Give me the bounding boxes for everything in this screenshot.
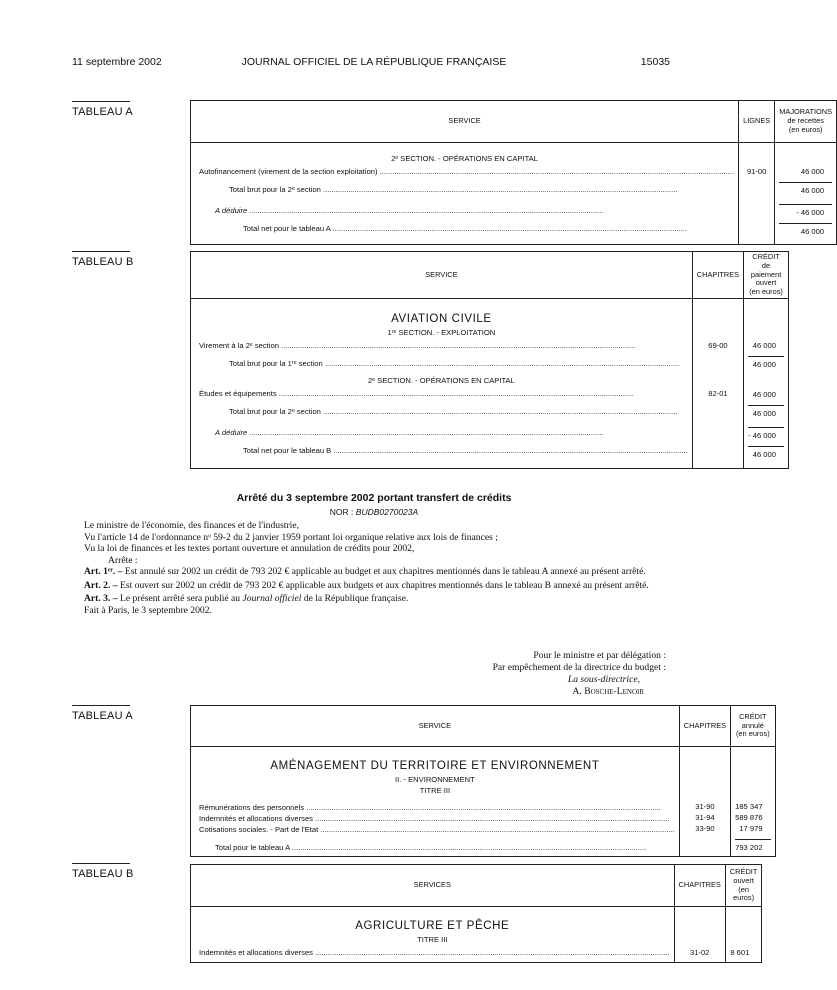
table1-line1-value: 46 000 — [800, 167, 825, 176]
table1-total-net-value: 46 000 — [779, 223, 832, 239]
table3-titre: TITRE III — [419, 786, 451, 795]
table2-deduire: A déduire ..... — [195, 425, 688, 440]
table2-label: TABLEAU B — [72, 256, 134, 268]
table1-deduire-value: - 46 000 — [779, 204, 832, 220]
table3 — [190, 705, 776, 857]
table2-total-net-value: 46 000 — [748, 446, 784, 462]
table3-col-chapitres: CHAPITRES — [679, 706, 730, 747]
table3-col-service: SERVICE — [191, 706, 680, 747]
table4-col-services: SERVICES — [191, 865, 675, 907]
table4 — [190, 864, 762, 963]
table3-row-2-code: 31-94 — [695, 813, 715, 822]
decree-p2: Vu l'article 14 de l'ordonnance nᵒ 59-2 du 2 janvier 1959 portant loi organique relative aux lois de finances ; — [84, 531, 498, 543]
table3-section: II. - ENVIRONNEMENT — [395, 775, 475, 784]
table1-col-lignes: LIGNES — [739, 101, 775, 143]
table4-ministry: AGRICULTURE ET PÊCHE — [355, 920, 510, 932]
table2-section1: 1ʳᵉ SECTION. - EXPLOITATION — [387, 328, 496, 337]
table2-col-chapitres: CHAPITRES — [692, 252, 743, 299]
table3-row-1-code: 31-90 — [695, 802, 715, 811]
table4-line1-value: 8 601 — [730, 948, 750, 957]
decree-arrete: Arrête : — [108, 554, 138, 566]
table2-total1-value: 46 000 — [748, 356, 784, 372]
header-page-number: 15035 — [640, 56, 670, 68]
table4-col-chapitres: CHAPITRES — [674, 865, 725, 907]
decree-p1: Le ministre de l'économie, des finances et de l'industrie, — [84, 520, 299, 531]
decree-article-3: Art. 3. – Le présent arrêté sera publié au Journal officiel de la République française. — [84, 593, 409, 604]
table2-total2-value: 46 000 — [748, 405, 784, 421]
table3-col-credit: CRÉDIT annulé (en euros) — [731, 706, 775, 747]
table3-row-3: Cotisations sociales. - Part de l'Etat ..... — [195, 824, 675, 835]
table2-deduire-value: - 46 000 — [748, 427, 784, 443]
table3-row-2: Indemnités et allocations diverses ..... — [195, 813, 675, 824]
table2-line2-code: 82-01 — [708, 389, 728, 398]
table2-line1-value: 46 000 — [752, 341, 776, 350]
table1-col-majorations: MAJORATIONS de recettes (en euros) — [775, 101, 837, 143]
table3-row-1-value: 185 347 — [735, 802, 763, 811]
table1-total-brut: Total brut pour la 2ᵉ section ..... — [195, 182, 734, 197]
table3-row-3-value: 17 979 — [739, 824, 763, 833]
table2-line1: Virement à la 2ᵉ section ..... — [195, 338, 688, 353]
table3-total: Total pour le tableau A ..... — [195, 840, 675, 855]
table1-deduire: A déduire ..... — [195, 203, 734, 218]
table1 — [190, 100, 837, 245]
table2-line2: Études et équipements ..... — [195, 386, 688, 401]
table2-col-credit: CRÉDIT de paiement ouvert (en euros) — [744, 252, 789, 299]
decree-signature: Pour le ministre et par délégation : Par empêchement de la directrice du budget : La sous-directrice, A. Bosche-Lenoir — [492, 650, 666, 697]
decree-title: Arrêté du 3 septembre 2002 portant transfert de crédits — [236, 492, 512, 504]
table2-total1: Total brut pour la 1ʳᵉ section ..... — [195, 356, 688, 371]
table2-total-net: Total net pour le tableau B ..... — [195, 443, 688, 458]
table1-total-brut-value: 46 000 — [779, 182, 832, 198]
header-journal-title: JOURNAL OFFICIEL DE LA RÉPUBLIQUE FRANÇAISE — [241, 56, 507, 68]
table3-total-value: 793 202 — [735, 839, 770, 855]
table1-col-service: SERVICE — [191, 101, 739, 143]
table1-line1: Autofinancement (virement de la section exploitation) ..... — [195, 164, 734, 179]
header-date: 11 septembre 2002 — [72, 56, 162, 68]
table3-row-3-code: 33-90 — [695, 824, 715, 833]
table2-ministry: AVIATION CIVILE — [391, 313, 492, 325]
decree-body — [84, 520, 668, 616]
table4-titre: TITRE III — [417, 935, 448, 944]
decree-article-1: Art. 1ᵉʳ. – Est annulé sur 2002 un crédit de 793 202 € applicable au budget et aux chapitres mentionnés dans le tableau A annexé au présent arrêté. — [84, 566, 646, 577]
table1-label: TABLEAU A — [72, 106, 133, 118]
decree-nor: NOR : BUDB0270023A — [329, 507, 419, 517]
table1-section: 2ᵉ SECTION. - OPÉRATIONS EN CAPITAL — [391, 154, 538, 163]
table2-line2-value: 46 000 — [752, 390, 776, 399]
decree-p3: Vu la loi de finances et les textes portant ouverture et annulation de crédits pour 2002, — [84, 543, 415, 554]
table4-label: TABLEAU B — [72, 868, 134, 880]
table2-section2: 2ᵉ SECTION. - OPÉRATIONS EN CAPITAL — [367, 376, 515, 385]
decree-article-2: Art. 2. – Est ouvert sur 2002 un crédit de 793 202 € applicable aux budgets et aux chapitres mentionnés dans le tableau B annexé au présent arrêté. — [84, 579, 649, 591]
table1-total-net: Total net pour le tableau A ..... — [195, 221, 734, 236]
table3-row-2-value: 589 876 — [735, 813, 763, 822]
table2-col-service: SERVICE — [191, 252, 693, 299]
table2-total2: Total brut pour la 2ᵉ section ..... — [195, 404, 688, 419]
table4-line1: Indemnités et allocations diverses ..... — [195, 945, 670, 960]
table4-col-credit: CRÉDIT ouvert (en euros) — [725, 865, 762, 907]
table2-line1-code: 69-00 — [708, 341, 728, 350]
table2 — [190, 251, 789, 469]
table1-line1-code: 91-00 — [746, 167, 767, 176]
table3-ministry: AMÉNAGEMENT DU TERRITOIRE ET ENVIRONNEMENT — [270, 760, 600, 772]
table4-line1-code: 31-02 — [689, 948, 710, 957]
table3-label: TABLEAU A — [72, 710, 133, 722]
decree-fait: Fait à Paris, le 3 septembre 2002. — [84, 604, 212, 616]
table3-row-1: Rémunérations des personnels ..... — [195, 802, 675, 813]
